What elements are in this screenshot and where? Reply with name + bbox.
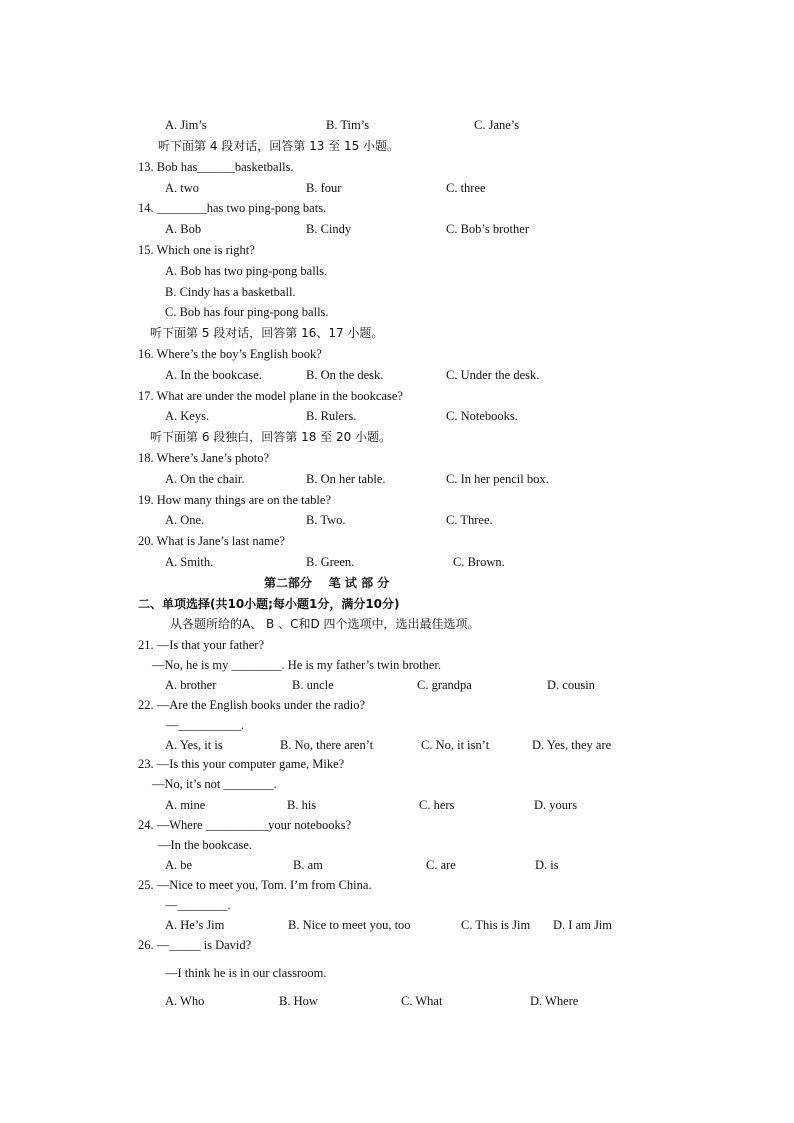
q17-option-b: B. Rulers. — [306, 409, 357, 423]
q22-option-c: C. No, it isn’t — [421, 738, 490, 752]
q23-option-d: D. yours — [534, 798, 578, 812]
q26-option-c: C. What — [401, 994, 443, 1008]
section5-instruction: 听下面第 5 段对话，回答第 16、17 小题。 — [150, 326, 384, 340]
q26-stem: 26. —_____ is David? — [138, 938, 252, 952]
q18-option-a: A. On the chair. — [165, 472, 245, 486]
q23-option-c: C. hers — [419, 798, 455, 812]
q13-option-c: C. three — [446, 181, 486, 195]
q16-stem: 16. Where’s the boy’s English book? — [138, 347, 322, 361]
q25-stem: 25. —Nice to meet you, Tom. I’m from China. — [138, 878, 372, 892]
q21-option-d: D. cousin — [547, 678, 595, 692]
q12-option-a: A. Jim’s — [165, 118, 207, 132]
q24-option-b: B. am — [293, 858, 323, 872]
q23-reply: —No, it’s not ________. — [152, 777, 277, 791]
q23-stem: 23. —Is this your computer game, Mike? — [138, 757, 345, 771]
q15-option-b: B. Cindy has a basketball. — [165, 285, 296, 299]
q25-option-a: A. He’s Jim — [165, 918, 225, 932]
q22-option-d: D. Yes, they are — [532, 738, 612, 752]
q16-option-a: A. In the bookcase. — [165, 368, 262, 382]
q24-reply: —In the bookcase. — [158, 838, 253, 852]
q21-option-b: B. uncle — [292, 678, 334, 692]
q22-option-b: B. No, there aren’t — [280, 738, 374, 752]
q24-option-a: A. be — [165, 858, 193, 872]
q21-reply: —No, he is my ________. He is my father’s twin brother. — [152, 658, 441, 672]
q26-reply: —I think he is in our classroom. — [165, 966, 327, 980]
q17-stem: 17. What are under the model plane in the bookcase? — [138, 389, 403, 403]
q14-option-a: A. Bob — [165, 222, 202, 236]
q18-option-b: B. On her table. — [306, 472, 386, 486]
q16-option-b: B. On the desk. — [306, 368, 384, 382]
section2-heading: 二、单项选择(共10小题;每小题1分，满分10分) — [138, 597, 400, 611]
q14-stem: 14. ________has two ping-pong bats. — [138, 201, 327, 215]
q24-option-d: D. is — [535, 858, 559, 872]
q23-option-a: A. mine — [165, 798, 206, 812]
q25-option-c: C. This is Jim — [461, 918, 531, 932]
q20-option-c: C. Brown. — [453, 555, 505, 569]
q13-stem: 13. Bob has______basketballs. — [138, 160, 294, 174]
q24-option-c: C. are — [426, 858, 456, 872]
q20-option-b: B. Green. — [306, 555, 355, 569]
q19-option-b: B. Two. — [306, 513, 346, 527]
q22-reply: —__________. — [166, 718, 245, 732]
q15-option-c: C. Bob has four ping-pong balls. — [165, 305, 329, 319]
q12-option-c: C. Jane’s — [474, 118, 520, 132]
q26-option-a: A. Who — [165, 994, 205, 1008]
q17-option-c: C. Notebooks. — [446, 409, 518, 423]
q19-stem: 19. How many things are on the table? — [138, 493, 332, 507]
q21-stem: 21. —Is that your father? — [138, 638, 265, 652]
q26-option-d: D. Where — [530, 994, 579, 1008]
q22-option-a: A. Yes, it is — [165, 738, 223, 752]
part2-title: 第二部分 笔 试 部 分 — [264, 576, 390, 590]
q15-stem: 15. Which one is right? — [138, 243, 255, 257]
section2-instruction: 从各题所给的A、 B 、C和D 四个选项中，选出最佳选项。 — [170, 617, 480, 631]
q25-option-d: D. I am Jim — [553, 918, 613, 932]
q16-option-c: C. Under the desk. — [446, 368, 540, 382]
q18-option-c: C. In her pencil box. — [446, 472, 549, 486]
q25-option-b: B. Nice to meet you, too — [288, 918, 411, 932]
q25-reply: —________. — [165, 898, 231, 912]
q13-option-b: B. four — [306, 181, 342, 195]
q23-option-b: B. his — [287, 798, 317, 812]
section6-instruction: 听下面第 6 段独白，回答第 18 至 20 小题。 — [150, 430, 392, 444]
q22-stem: 22. —Are the English books under the radio? — [138, 698, 366, 712]
q12-option-b: B. Tim’s — [326, 118, 370, 132]
q17-option-a: A. Keys. — [165, 409, 210, 423]
q21-option-a: A. brother — [165, 678, 217, 692]
q13-option-a: A. two — [165, 181, 200, 195]
section4-instruction: 听下面第 4 段对话，回答第 13 至 15 小题。 — [158, 139, 400, 153]
q19-option-a: A. One. — [165, 513, 205, 527]
q14-option-c: C. Bob’s brother — [446, 222, 529, 236]
q26-option-b: B. How — [279, 994, 318, 1008]
q14-option-b: B. Cindy — [306, 222, 352, 236]
q20-option-a: A. Smith. — [165, 555, 214, 569]
q19-option-c: C. Three. — [446, 513, 493, 527]
q18-stem: 18. Where’s Jane’s photo? — [138, 451, 269, 465]
q21-option-c: C. grandpa — [417, 678, 472, 692]
q15-option-a: A. Bob has two ping-pong balls. — [165, 264, 328, 278]
q20-stem: 20. What is Jane’s last name? — [138, 534, 285, 548]
q24-stem: 24. —Where __________your notebooks? — [138, 818, 352, 832]
